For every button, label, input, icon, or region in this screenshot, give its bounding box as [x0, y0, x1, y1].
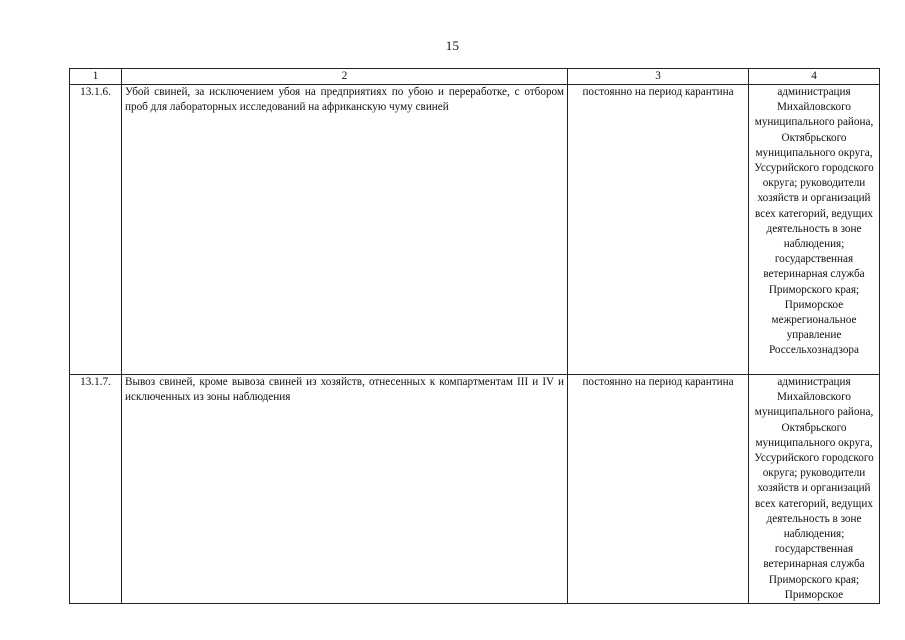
responsible-line: ветеринарная служба: [763, 268, 865, 281]
header-cell-4: 4: [749, 69, 880, 85]
responsible-line: муниципального округа,: [755, 146, 873, 159]
responsible-line: всех категорий, ведущих: [755, 207, 873, 220]
responsible-line: администрация: [777, 86, 851, 98]
responsible-line: Приморского края;: [768, 573, 860, 586]
responsible-line: администрация: [777, 376, 851, 388]
responsible-line: Приморское: [784, 298, 844, 311]
responsible-line: деятельность в зоне: [766, 222, 862, 235]
responsible-line: межрегиональное: [771, 314, 857, 327]
responsible-line: Октябрьского: [781, 131, 847, 144]
responsible-parties: [749, 85, 880, 375]
header-cell-3: 3: [568, 69, 749, 85]
responsible-line: муниципального района,: [754, 116, 874, 129]
responsible-line: Уссурийского городского: [754, 452, 874, 465]
table-header-row: [70, 69, 880, 85]
responsible-line: округа; руководители: [762, 177, 866, 190]
responsible-line: хозяйств и организаций: [757, 482, 871, 495]
responsible-line: Уссурийского городского: [754, 162, 874, 175]
responsible-line: Октябрьского: [781, 421, 847, 434]
responsible-line: управление: [786, 329, 842, 342]
measure-description: Вывоз свиней, кроме вывоза свиней из хозяйств, отнесенных к компартментам III и IV и исключенных из зоны наблюдения: [122, 375, 568, 604]
header-cell-1: 1: [70, 69, 122, 85]
responsible-line: наблюдения;: [783, 528, 845, 541]
responsible-parties: [749, 375, 880, 604]
header-cell-2: 2: [122, 69, 568, 85]
responsible-line: государственная: [774, 253, 854, 266]
responsible-line: Россельхознадзора: [768, 344, 859, 357]
responsible-line: Михайловского: [776, 391, 852, 404]
responsible-line: Приморского края;: [768, 283, 860, 296]
item-number: 13.1.7.: [70, 375, 122, 604]
table-row: [70, 375, 880, 604]
measure-description: Убой свиней, за исключением убоя на предприятиях по убою и переработке, с отбором проб для лабораторных исследований на африканскую чуму свиней: [122, 85, 568, 375]
responsible-line: муниципального округа,: [755, 436, 873, 449]
measures-table: [69, 68, 880, 604]
table-row: [70, 85, 880, 375]
responsible-line: хозяйств и организаций: [757, 192, 871, 205]
responsible-line: муниципального района,: [754, 406, 874, 419]
responsible-line: всех категорий, ведущих: [755, 497, 873, 510]
responsible-line: Михайловского: [776, 101, 852, 114]
item-number: 13.1.6.: [70, 85, 122, 375]
responsible-line: деятельность в зоне: [766, 512, 862, 525]
responsible-line: государственная: [774, 543, 854, 556]
responsible-line: наблюдения;: [783, 238, 845, 251]
responsible-line: Приморское: [784, 588, 844, 601]
measure-term: постоянно на период карантина: [568, 375, 749, 604]
responsible-line: ветеринарная служба: [763, 558, 865, 571]
measure-term: постоянно на период карантина: [568, 85, 749, 375]
page-number: 15: [445, 38, 460, 53]
responsible-line: округа; руководители: [762, 467, 866, 480]
